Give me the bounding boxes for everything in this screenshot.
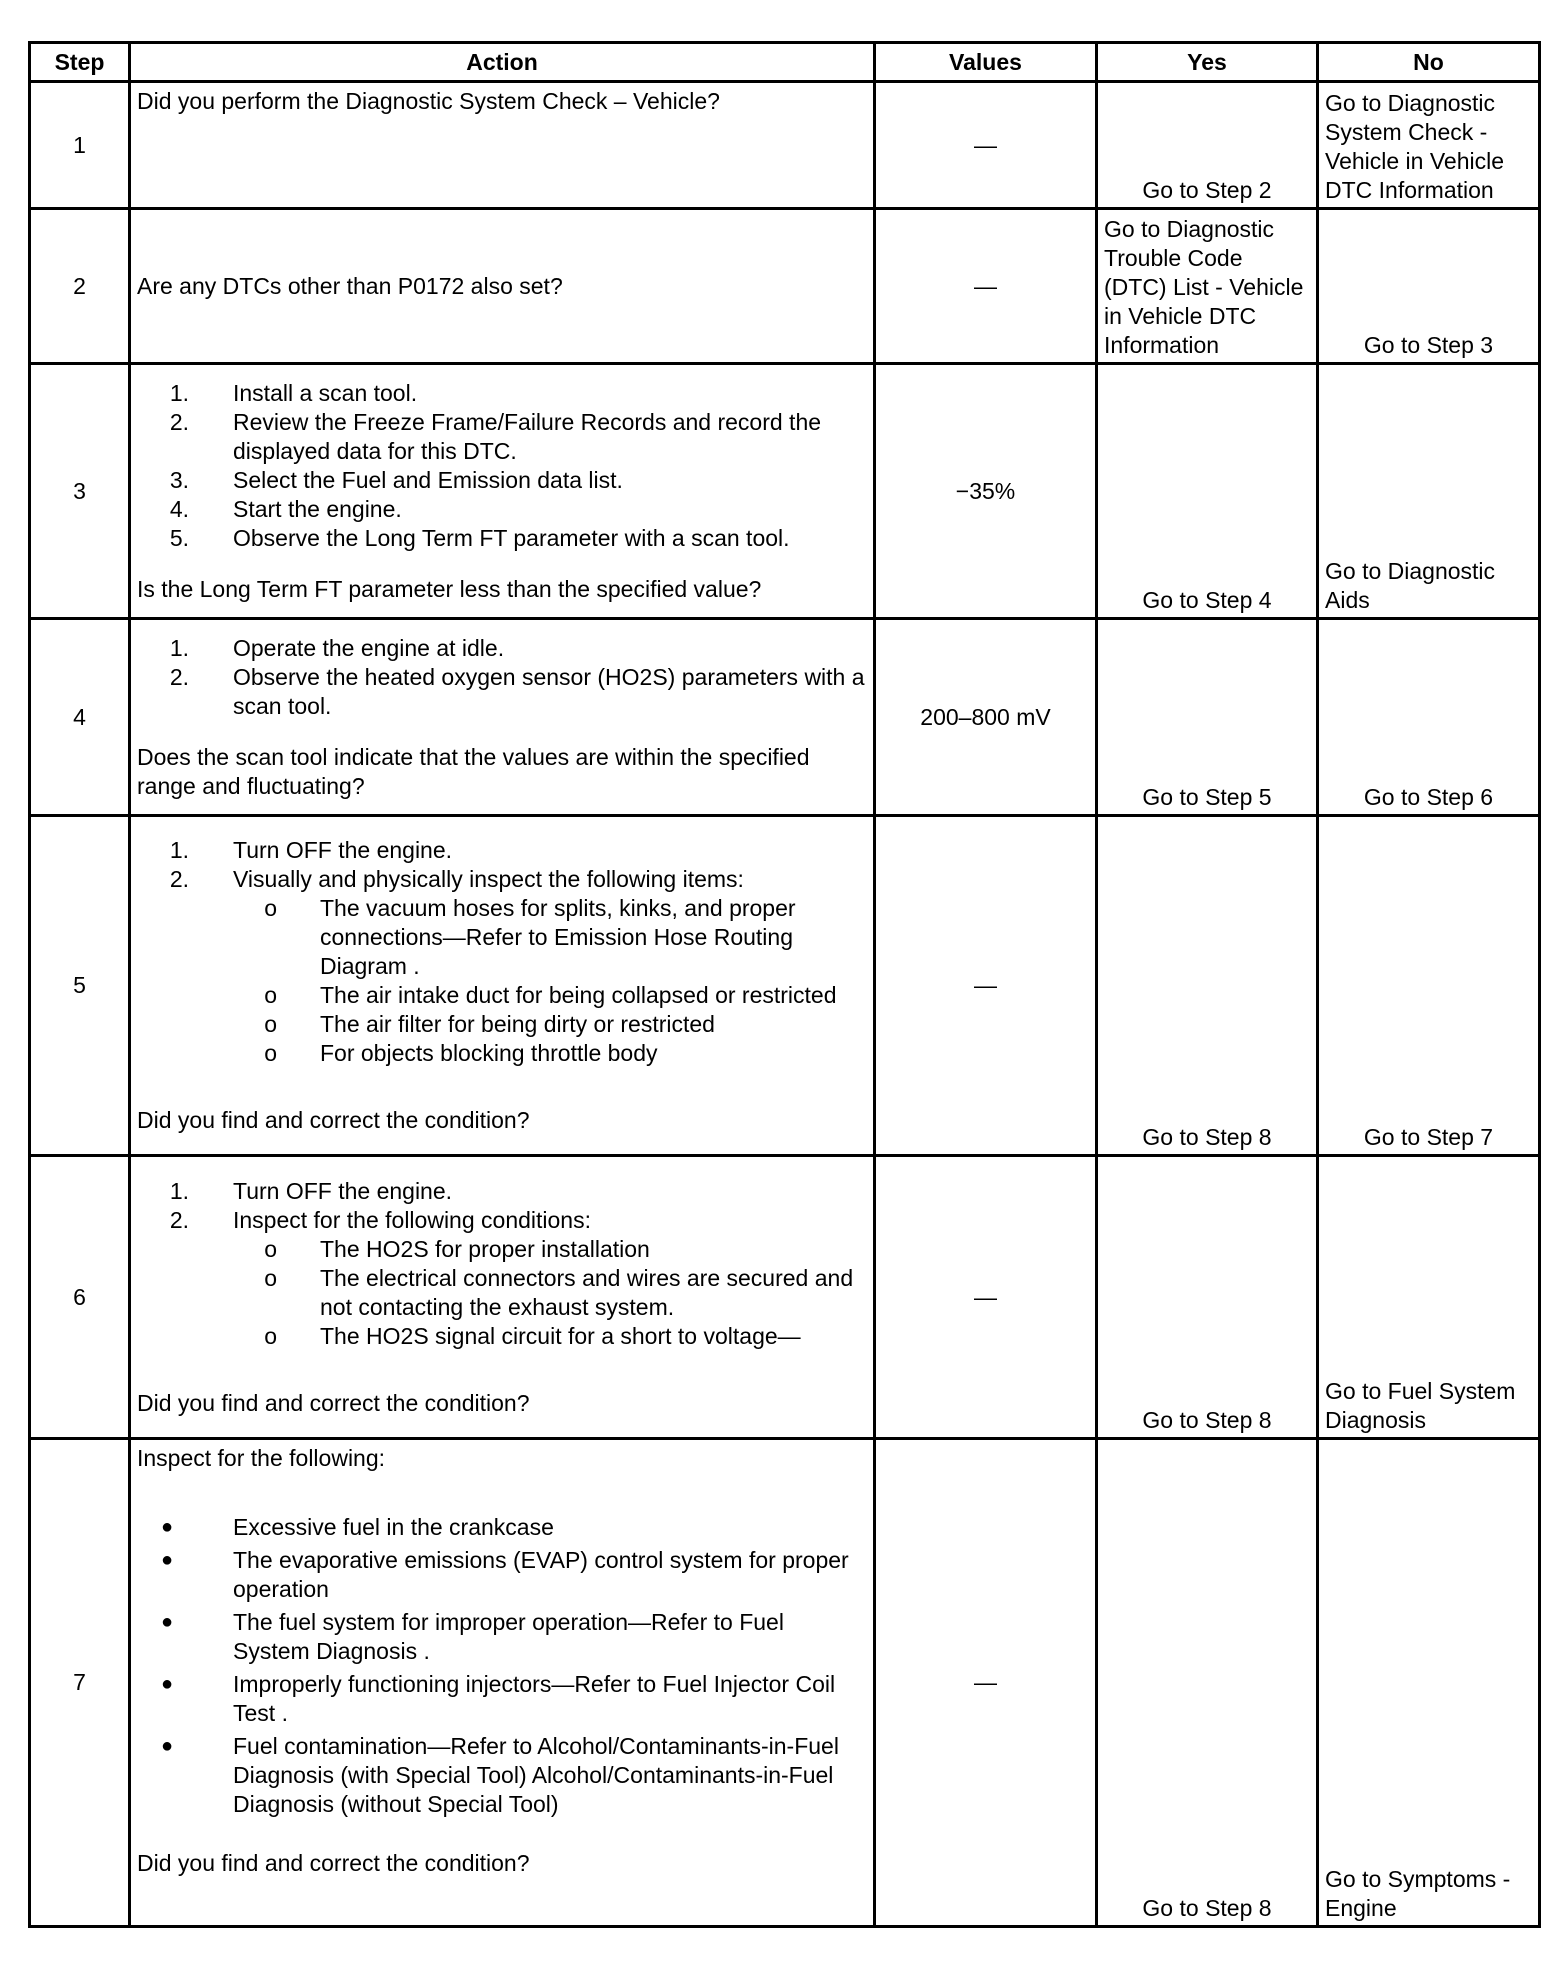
no-text: Go to Diagnostic Aids [1325, 558, 1496, 613]
no-cell [1318, 1439, 1540, 1927]
item-number: 1. [169, 379, 189, 406]
step-number: 2 [30, 209, 130, 364]
sub-item [137, 1010, 867, 1039]
bullet-item [137, 1732, 867, 1819]
table-row [30, 619, 1540, 816]
sub-item-text: The HO2S signal circuit for a short to voltage— [320, 1322, 801, 1349]
no-text: Go to Step 7 [1363, 1124, 1494, 1150]
item-text: Start the engine. [233, 495, 402, 522]
action-cell [130, 1156, 875, 1439]
bullet-list [137, 1513, 867, 1819]
table-row [30, 209, 1540, 364]
list-item [137, 663, 867, 721]
list-item [137, 1177, 867, 1206]
sub-item [137, 981, 867, 1010]
action-cell [130, 364, 875, 619]
values-cell: 200–800 mV [875, 619, 1097, 816]
item-number: 1. [169, 1177, 189, 1204]
yes-text: Go to Step 2 [1142, 177, 1272, 203]
step-number: 1 [30, 82, 130, 209]
sub-item-text: The electrical connectors and wires are secured and not contacting the exhaust system. [320, 1264, 854, 1320]
header-no: No [1318, 43, 1540, 82]
action-cell [130, 82, 875, 209]
yes-text: Go to Step 8 [1142, 1895, 1272, 1921]
step-number: 4 [30, 619, 130, 816]
list-item [137, 865, 867, 894]
list-item [137, 495, 867, 524]
no-text: Go to Step 6 [1363, 784, 1494, 810]
header-row [30, 43, 1540, 82]
sub-list [137, 1235, 867, 1351]
numbered-list [137, 634, 867, 721]
list-item [137, 379, 867, 408]
action-question: Did you find and correct the condition? [137, 1389, 530, 1416]
header-yes: Yes [1097, 43, 1318, 82]
item-number: 4. [169, 495, 189, 522]
bullet-item [137, 1513, 867, 1542]
sub-item [137, 894, 867, 981]
bullet-icon: ● [160, 1673, 174, 1695]
no-text: Go to Step 3 [1363, 332, 1494, 358]
values-cell: — [875, 1156, 1097, 1439]
list-item [137, 634, 867, 663]
list-item [137, 408, 867, 466]
item-number: 2. [169, 1206, 189, 1233]
item-text: Turn OFF the engine. [233, 1177, 453, 1204]
circle-bullet-icon: o [264, 1264, 277, 1291]
item-text: Review the Freeze Frame/Failure Records and record the displayed data for this DTC. [233, 408, 822, 464]
no-cell [1318, 209, 1540, 364]
step-number: 6 [30, 1156, 130, 1439]
numbered-list [137, 836, 867, 894]
item-number: 2. [169, 663, 189, 690]
sub-item-text: The air filter for being dirty or restricted [320, 1011, 715, 1037]
yes-text: Go to Step 5 [1142, 784, 1272, 810]
bullet-item-text: Fuel contamination—Refer to Alcohol/Contaminants-in-Fuel Diagnosis (with Special Tool) Alcohol/Contaminants-in-Fuel Diagnosis (without Special Tool) [233, 1733, 839, 1817]
numbered-list [137, 379, 867, 553]
item-text: Turn OFF the engine. [233, 837, 453, 863]
no-text: Go to Symptoms - Engine [1325, 1866, 1511, 1921]
action-intro: Inspect for the following: [137, 1445, 386, 1471]
header-action: Action [130, 43, 875, 82]
list-item [137, 466, 867, 495]
item-text: Observe the Long Term FT parameter with a scan tool. [233, 524, 790, 551]
bullet-icon: ● [160, 1611, 174, 1633]
bullet-item-text: Improperly functioning injectors—Refer to Fuel Injector Coil Test . [233, 1671, 836, 1726]
sub-item [137, 1039, 867, 1068]
table-row [30, 1156, 1540, 1439]
yes-text: Go to Diagnostic Trouble Code (DTC) List - Vehicle in Vehicle DTC Information [1104, 216, 1304, 358]
list-item [137, 1206, 867, 1235]
yes-cell [1097, 209, 1318, 364]
action-question: Did you find and correct the condition? [137, 1107, 530, 1133]
yes-cell [1097, 816, 1318, 1156]
action-cell [130, 1439, 875, 1927]
bullet-item-text: The fuel system for improper operation—Refer to Fuel System Diagnosis . [233, 1609, 784, 1664]
action-question: Are any DTCs other than P0172 also set? [137, 272, 563, 299]
action-question: Did you perform the Diagnostic System Check – Vehicle? [137, 88, 720, 114]
list-item [137, 836, 867, 865]
action-question: Is the Long Term FT parameter less than the specified value? [137, 575, 762, 602]
table-row [30, 82, 1540, 209]
values-cell: — [875, 1439, 1097, 1927]
sub-item-text: For objects blocking throttle body [320, 1040, 658, 1066]
item-number: 2. [169, 408, 189, 435]
bullet-item [137, 1670, 867, 1728]
item-number: 5. [169, 524, 189, 551]
header-step: Step [30, 43, 130, 82]
yes-text: Go to Step 4 [1142, 587, 1272, 613]
circle-bullet-icon: o [264, 895, 277, 921]
step-number: 7 [30, 1439, 130, 1927]
step-number: 5 [30, 816, 130, 1156]
item-number: 1. [169, 634, 189, 661]
sub-list [137, 894, 867, 1068]
item-text: Install a scan tool. [233, 379, 418, 406]
diagnostic-table [28, 41, 1541, 1928]
sub-item [137, 1235, 867, 1264]
action-cell [130, 816, 875, 1156]
table-row [30, 816, 1540, 1156]
bullet-item-text: Excessive fuel in the crankcase [233, 1514, 554, 1540]
values-cell: — [875, 816, 1097, 1156]
no-cell [1318, 364, 1540, 619]
action-cell [130, 619, 875, 816]
circle-bullet-icon: o [264, 1040, 277, 1066]
bullet-icon: ● [160, 1549, 174, 1571]
no-cell [1318, 1156, 1540, 1439]
action-cell [130, 209, 875, 364]
bullet-item [137, 1546, 867, 1604]
bullet-item-text: The evaporative emissions (EVAP) control system for proper operation [233, 1547, 849, 1602]
item-number: 3. [169, 466, 189, 493]
circle-bullet-icon: o [264, 1235, 277, 1262]
yes-cell [1097, 1439, 1318, 1927]
no-cell [1318, 82, 1540, 209]
no-text: Go to Fuel System Diagnosis [1325, 1378, 1516, 1433]
table-row [30, 364, 1540, 619]
bullet-icon: ● [160, 1516, 174, 1538]
no-text: Go to Diagnostic System Check - Vehicle in Vehicle DTC Information [1325, 90, 1505, 203]
bullet-icon: ● [160, 1735, 174, 1757]
item-text: Select the Fuel and Emission data list. [233, 466, 623, 493]
sub-item [137, 1264, 867, 1322]
yes-cell [1097, 364, 1318, 619]
values-cell: — [875, 209, 1097, 364]
step-number: 3 [30, 364, 130, 619]
yes-text: Go to Step 8 [1142, 1407, 1272, 1433]
yes-text: Go to Step 8 [1142, 1124, 1272, 1150]
bullet-item [137, 1608, 867, 1666]
list-item [137, 524, 867, 553]
item-text: Inspect for the following conditions: [233, 1206, 591, 1233]
numbered-list [137, 1177, 867, 1235]
values-cell: — [875, 82, 1097, 209]
circle-bullet-icon: o [264, 982, 277, 1008]
no-cell [1318, 619, 1540, 816]
header-values: Values [875, 43, 1097, 82]
sub-item-text: The HO2S for proper installation [320, 1235, 650, 1262]
values-cell: −35% [875, 364, 1097, 619]
sub-item-text: The air intake duct for being collapsed or restricted [320, 982, 837, 1008]
yes-cell [1097, 619, 1318, 816]
circle-bullet-icon: o [264, 1322, 277, 1349]
item-number: 2. [169, 866, 189, 892]
item-number: 1. [169, 837, 189, 863]
item-text: Operate the engine at idle. [233, 634, 505, 661]
yes-cell [1097, 82, 1318, 209]
item-text: Visually and physically inspect the following items: [233, 866, 744, 892]
action-question: Does the scan tool indicate that the values are within the specified range and fluctuating? [137, 743, 810, 799]
sub-item-text: The vacuum hoses for splits, kinks, and proper connections—Refer to Emission Hose Routing Diagram . [320, 895, 796, 979]
action-question: Did you find and correct the condition? [137, 1850, 530, 1876]
table-row [30, 1439, 1540, 1927]
circle-bullet-icon: o [264, 1011, 277, 1037]
yes-cell [1097, 1156, 1318, 1439]
sub-item [137, 1322, 867, 1351]
item-text: Observe the heated oxygen sensor (HO2S) parameters with a scan tool. [233, 663, 865, 719]
no-cell [1318, 816, 1540, 1156]
